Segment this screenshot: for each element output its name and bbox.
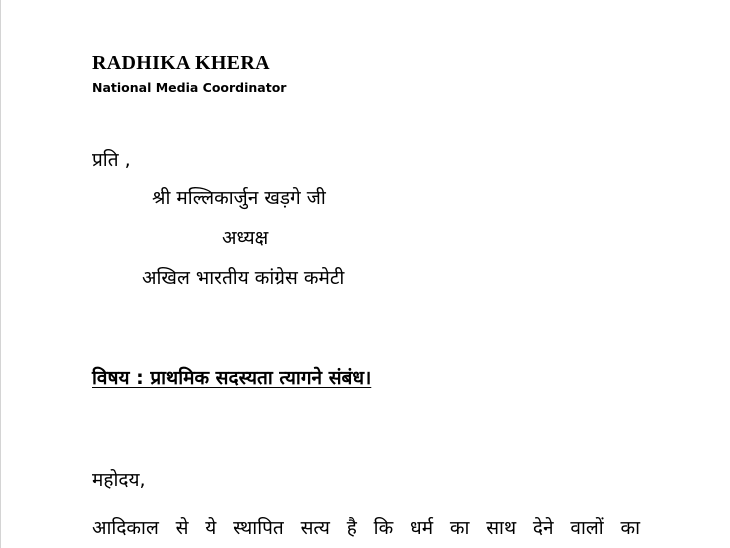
page-edge-divider bbox=[0, 0, 1, 548]
letter-salutation: महोदय, bbox=[92, 469, 146, 491]
sender-title: National Media Coordinator bbox=[92, 80, 287, 95]
recipient-organization: अखिल भारतीय कांग्रेस कमेटी bbox=[142, 267, 345, 289]
recipient-prefix: प्रति , bbox=[92, 149, 131, 171]
letter-body-first-line: आदिकाल से ये स्थापित सत्य है कि धर्म का साथ देने वालों का bbox=[92, 517, 640, 539]
sender-name: RADHIKA KHERA bbox=[92, 52, 270, 74]
recipient-designation: अध्यक्ष bbox=[222, 227, 269, 249]
recipient-name: श्री मल्लिकार्जुन खड़गे जी bbox=[152, 187, 326, 209]
letter-subject: विषय : प्राथमिक सदस्यता त्यागने संबंध। bbox=[92, 367, 372, 389]
